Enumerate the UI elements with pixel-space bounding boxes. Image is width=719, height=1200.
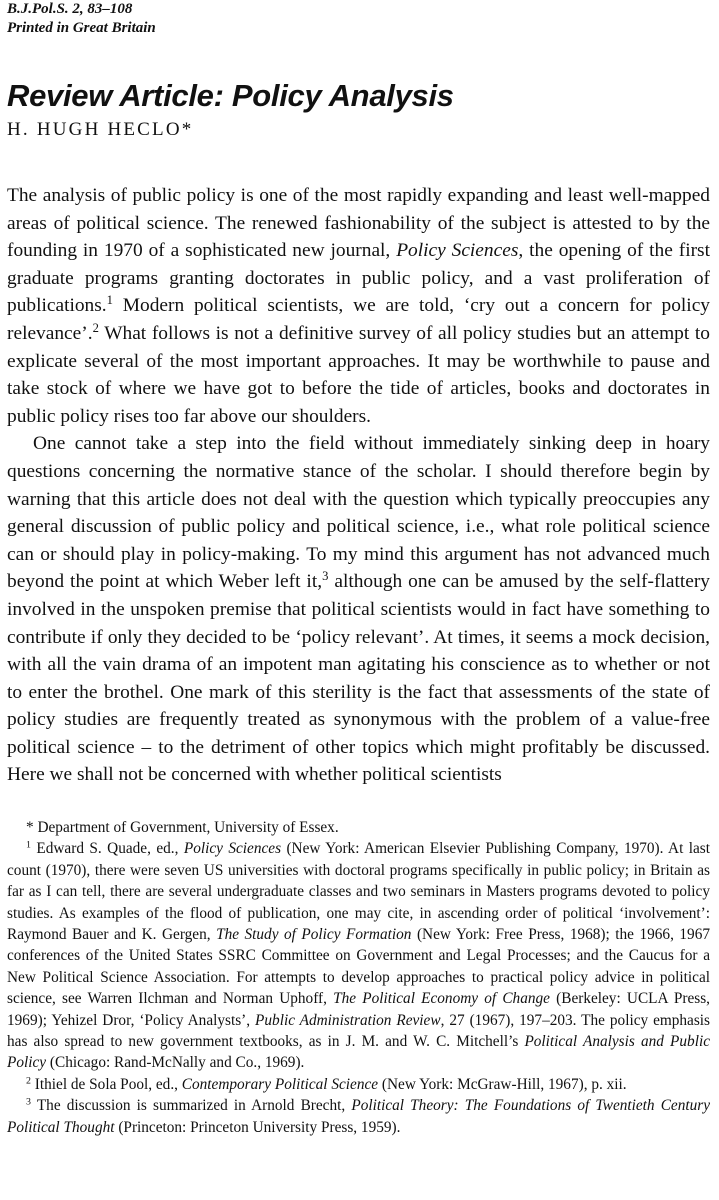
footnotes [7,817,710,1138]
article-author: H. HUGH HECLO* [7,119,194,140]
footnote-3 [7,1095,710,1138]
cited-title: Policy Sciences [183,840,282,858]
paragraph-2 [7,430,710,789]
text-run: What follows is not a definitive survey of all policy studies but an attempt to explicate several of the most important approaches. It may be worthwhile to pause and take stock of where we have got to before the tide of articles, books and doctorates in public policy rises too far above our shoulders. [7,322,710,427]
text-run: The analysis of public policy is one of the most rapidly expanding and least well-mapped areas of political science. The renewed fashionability of the subject is attested to by the founding in 1970 of a sophisticated new journal, [7,185,710,262]
text-run: Edward S. Quade, ed., [30,840,184,858]
text-run: although one can be amused by the self-flattery involved in the unspoken premise that political scientists would in fact have something to contribute if only they decided to be ‘policy relevant’. At times, it seems a mock decision, with all the vain drama of an impotent man agitating his conscience as to whether or not to enter the brothel. One mark of this sterility is the fact that assessments of the state of policy studies are frequently treated as synonymous with the problem of a value-free political science – to the detriment of other topics which might profitably be discussed. Here we shall not be concerned with whether political scientists [7,571,710,786]
text-run: , the opening of the first graduate programs granting doctorates in public policy, and a vast proliferation of publications. [7,240,710,317]
footnote-ref-3[interactable]: 3 [322,569,329,584]
cited-title: Political Theory: The Foundations of Twentieth Century Political Thought [7,1097,710,1136]
footnote-2 [7,1074,710,1095]
article-title: Review Article: Policy Analysis [7,78,454,113]
footnote-1 [7,838,710,1073]
text-run: (Chicago: Rand-McNally and Co., 1969). [46,1054,305,1072]
text-run: , 27 (1967), 197–203. The policy emphasis has also spread to new government textbooks, as in J. M. and W. C. Mitchell’s [7,1011,711,1051]
footnote-ref-1[interactable]: 1 [106,293,113,308]
text-run: (New York: McGraw-Hill, 1967), p. xii. [378,1075,627,1093]
text-run: Ithiel de Sola Pool, ed., [30,1075,182,1093]
text-run: (Berkeley: UCLA Press, 1969); Yehizel Dror, ‘Policy Analysts’, [7,990,711,1029]
text-run: The discussion is summarized in Arnold Brecht, [30,1097,352,1115]
cited-title: Contemporary Political Science [181,1075,379,1093]
cited-title: Political Analysis and Public Policy [7,1033,710,1072]
footnote-author-affiliation: * Department of Government, University of Essex. [26,819,339,836]
text-run: (New York: Free Press, 1968); the 1966, 1967 conferences of the United States SSRC Committee on Government and Legal Processes; and the Caucus for a New Political Science Association. For attempts to develop approaches to practical policy advice in political science, see Warren Ilchman and Norman Uphoff, [7,926,710,1008]
cited-title: The Study of Policy Formation [216,926,412,944]
paragraph-1 [7,182,710,430]
footnote-mark: 3 [26,1096,31,1108]
footnote-ref-2[interactable]: 2 [92,321,99,336]
text-run: (Princeton: Princeton University Press, 1959). [114,1118,401,1136]
cited-title: Public Administration Review [255,1011,441,1029]
printed-in-note: Printed in Great Britain [7,20,156,36]
journal-reference: B.J.Pol.S. 2, 83–108 [7,1,133,17]
footnote-mark: 2 [26,1075,31,1087]
text-run: Modern political scientists, we are told, ‘cry out a concern for policy relevance’. [7,295,710,344]
text-run: One cannot take a step into the field without immediately sinking deep in hoary questions concerning the normative stance of the scholar. I should therefore begin by warning that this article does not deal with the question which typically preoccupies any general discussion of public policy and political science, i.e., what role political science can or should play in policy-making. To my mind this argument has not advanced much beyond the point at which Weber left it, [7,433,710,593]
article-body [7,182,710,789]
journal-name: Policy Sciences [396,240,519,262]
cited-title: The Political Economy of Change [333,990,550,1008]
footnote-mark: 1 [26,839,31,851]
running-header [7,0,156,38]
text-run: (New York: American Elsevier Publishing Company, 1970). At last count (1970), there were seven US universities with doctoral programs specifically in public policy; in Britain as far as I can tell, there are several undergraduate classes and two seminars in Masters programs devoted to policy studies. As examples of the flood of publication, one may cite, in ascending order of political ‘involvement’: Raymond Bauer and K. Gergen, [7,840,711,944]
